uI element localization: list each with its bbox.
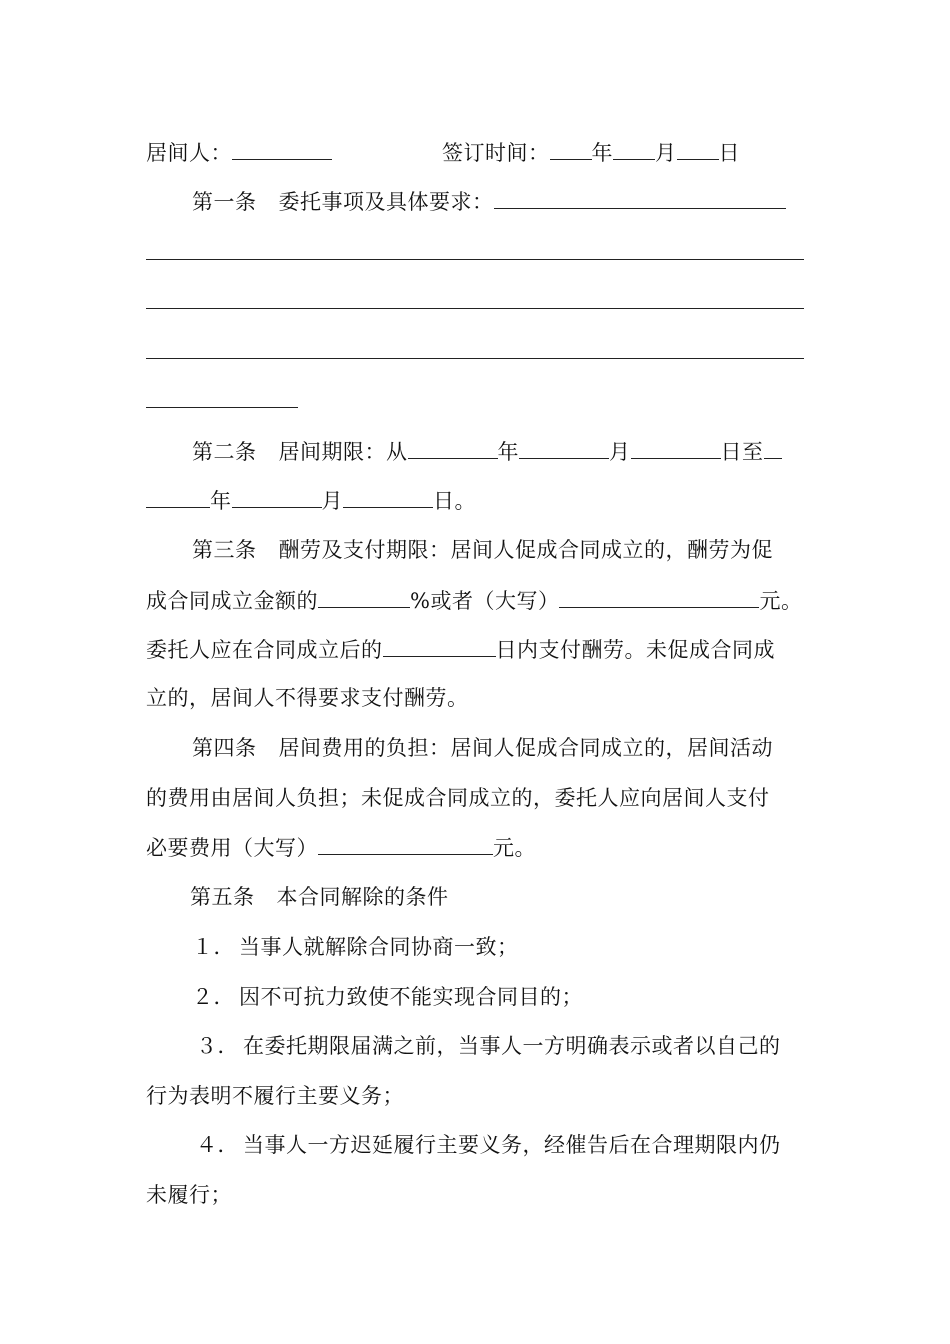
article5-item-3 [196, 1031, 781, 1061]
article2-day-end-label: 日。 [433, 489, 476, 513]
sign-year-label: 年 [591, 141, 613, 165]
article3-title: 第三条 [192, 538, 257, 562]
article4-line2 [146, 783, 770, 813]
article4-text-1: 居间费用的负担：居间人促成合同成立的，居间活动 [278, 736, 773, 760]
article3-text-2b: %或者（大写） [410, 589, 560, 613]
article3-line4 [146, 683, 469, 713]
intermediary-blank[interactable] [232, 137, 332, 160]
sign-time-label: 签订时间： [442, 141, 550, 165]
article2-year2-label: 年 [210, 489, 232, 513]
article5-item-4-cont [146, 1180, 232, 1210]
article5-line [190, 882, 449, 912]
sign-day-blank[interactable] [677, 137, 719, 160]
article4-title: 第四条 [192, 736, 257, 760]
article3-text-3b: 日内支付酬劳。未促成合同成 [495, 638, 775, 662]
sign-day-label: 日 [718, 141, 740, 165]
article2-to-year-blank-b[interactable] [146, 485, 210, 508]
article4-line1 [192, 733, 773, 763]
article5-item-3-text: 在委托期限届满之前，当事人一方明确表示或者以自己的 [243, 1034, 781, 1058]
article3-percent-blank[interactable] [318, 585, 410, 608]
article4-line3 [146, 832, 536, 862]
article5-item-4-cont-text: 未履行； [146, 1183, 232, 1207]
article4-text-3b: 元。 [493, 836, 536, 860]
article1-rule-2[interactable] [146, 308, 804, 309]
article3-line1 [192, 535, 773, 565]
article4-text-3a: 必要费用（大写） [146, 836, 318, 860]
article2-year-label: 年 [497, 440, 519, 464]
article2-to-year-blank-a[interactable] [764, 436, 782, 459]
article1-rule-4[interactable] [146, 407, 298, 408]
article5-item-4 [196, 1130, 781, 1160]
article2-from-year-blank[interactable] [408, 436, 498, 459]
sign-month-label: 月 [655, 141, 677, 165]
article4-amount-blank[interactable] [318, 832, 493, 855]
article2-month-label: 月 [609, 440, 631, 464]
article5-item-4-num: ４． [196, 1133, 239, 1157]
article5-item-4-text: 当事人一方迟延履行主要义务，经催告后在合理期限内仍 [243, 1133, 781, 1157]
article5-item-1-text: 当事人就解除合同协商一致； [239, 935, 519, 959]
article3-line3 [146, 634, 775, 664]
article2-title: 第二条 [192, 440, 257, 464]
intermediary-label: 居间人： [146, 141, 232, 165]
article5-text: 本合同解除的条件 [276, 885, 449, 909]
article5-item-1 [192, 932, 519, 962]
article1-rule-1[interactable] [146, 259, 804, 260]
article3-text-3a: 委托人应在合同成立后的 [146, 638, 383, 662]
article2-from-day-blank[interactable] [631, 436, 721, 459]
article3-amount-blank[interactable] [559, 585, 759, 608]
article5-title: 第五条 [190, 885, 255, 909]
sign-year-blank[interactable] [550, 137, 592, 160]
article1-text: 委托事项及具体要求： [278, 190, 494, 214]
article2-month2-label: 月 [321, 489, 343, 513]
header-line [146, 137, 740, 167]
article5-item-2 [192, 982, 583, 1012]
article2-day-to-label: 日至 [720, 440, 764, 464]
article2-to-day-blank[interactable] [343, 485, 433, 508]
article5-item-3-cont [146, 1081, 404, 1111]
article1-blank[interactable] [494, 186, 786, 209]
article5-item-1-num: １． [192, 935, 235, 959]
article3-text-2c: 元。 [759, 589, 803, 613]
article5-item-2-text: 因不可抗力致使不能实现合同目的； [239, 985, 583, 1009]
article2-line2 [146, 485, 476, 515]
article4-text-2: 的费用由居间人负担；未促成合同成立的，委托人应向居间人支付 [146, 786, 770, 810]
article3-text-1: 酬劳及支付期限：居间人促成合同成立的，酬劳为促 [278, 538, 773, 562]
article5-item-3-num: ３． [196, 1034, 239, 1058]
article3-line2 [146, 585, 802, 615]
article3-days-blank[interactable] [383, 634, 496, 657]
article2-from-month-blank[interactable] [519, 436, 609, 459]
article3-text-2a: 成合同成立金额的 [146, 589, 318, 613]
article2-to-month-blank[interactable] [232, 485, 322, 508]
article1-rule-3[interactable] [146, 358, 804, 359]
article2-line1 [192, 436, 782, 466]
article1-title: 第一条 [192, 190, 257, 214]
article5-item-3-cont-text: 行为表明不履行主要义务； [146, 1084, 404, 1108]
article1-line [192, 186, 786, 216]
article3-text-4: 立的，居间人不得要求支付酬劳。 [146, 686, 469, 710]
sign-month-blank[interactable] [613, 137, 655, 160]
article2-text: 居间期限：从 [278, 440, 408, 464]
article5-item-2-num: ２． [192, 985, 235, 1009]
